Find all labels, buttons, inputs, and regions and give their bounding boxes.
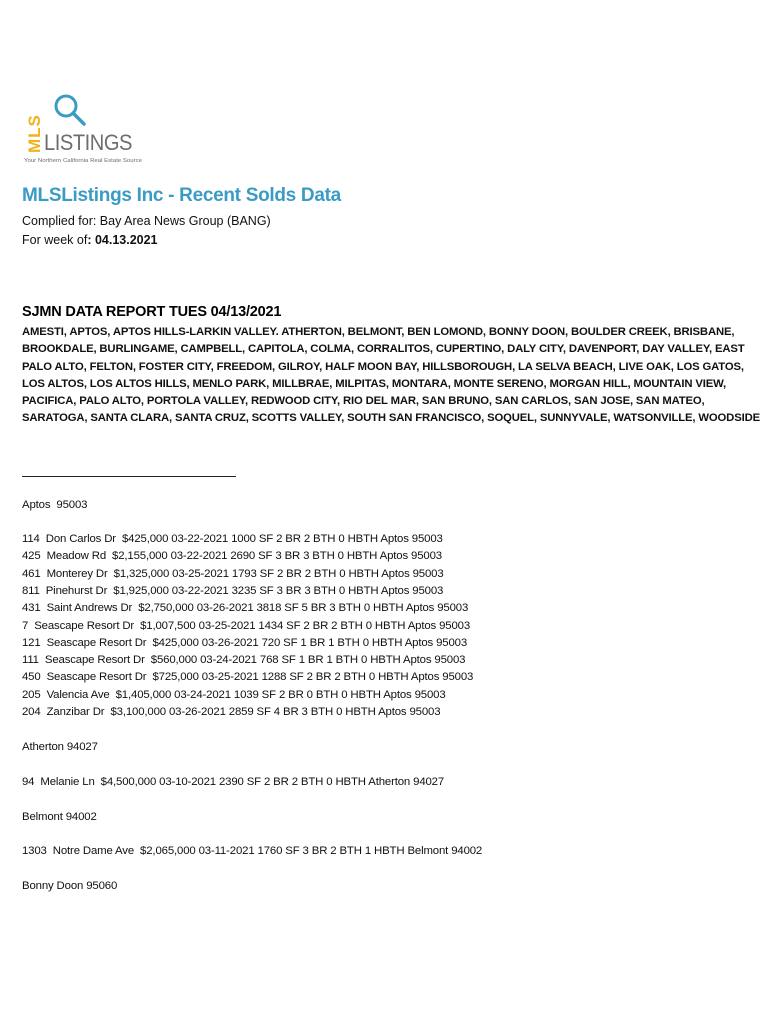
city-heading: Aptos 95003 (22, 499, 88, 511)
listing-row: 811 Pinehurst Dr $1,925,000 03-22-2021 3235 SF 3 BR 3 BTH 0 HBTH Aptos 95003 (22, 584, 444, 597)
week-of-value: : 04.13.2021 (87, 233, 158, 247)
magnifier-handle (73, 113, 84, 124)
data-report-title: SJMN DATA REPORT TUES 04/13/2021 (22, 304, 282, 320)
section-divider (22, 476, 236, 477)
cities-list: AMESTI, APTOS, APTOS HILLS-LARKIN VALLEY. ATHERTON, BELMONT, BEN LOMOND, BONNY DOON, BOULDER CREEK, BRISBANE, BROOKDALE, BURLINGAME, CAMPBELL, CAPITOLA, COLMA, CORRALITOS, CUPERTINO, DALY CITY, DAVENPORT, DAY VALLEY, EAST PALO ALTO, FELTON, FOSTER CITY, FREEDOM, GILROY, HALF MOON BAY, HILLSBOROUGH, LA SELVA BEACH, LIVE OAK, LOS GATOS, LOS ALTOS, LOS ALTOS HILLS, MENLO PARK, MILLBRAE, MILPITAS, MONTARA, MONTE SERENO, MORGAN HILL, MOUNTAIN VIEW, PACIFICA, PALO ALTO, PORTOLA VALLEY, REDWOOD CITY, RIO DEL MAR, SAN BRUNO, SAN CARLOS, SAN JOSE, SAN MATEO, SARATOGA, SANTA CLARA, SANTA CRUZ, SCOTTS VALLEY, SOUTH SAN FRANCISCO, SOQUEL, SUNNYVALE, WATSONVILLE, WOODSIDE (22, 326, 760, 425)
report-title: MLSListings Inc - Recent Solds Data (22, 185, 341, 206)
listing-row: 111 Seascape Resort Dr $560,000 03-24-2021 768 SF 1 BR 1 BTH 0 HBTH Aptos 95003 (22, 654, 466, 667)
listing-row: 7 Seascape Resort Dr $1,007,500 03-25-2021 1434 SF 2 BR 2 BTH 0 HBTH Aptos 95003 (22, 619, 471, 632)
logo-tagline: Your Northern California Real Estate Source (24, 158, 143, 164)
city-heading: Atherton 94027 (22, 741, 98, 753)
listing-row: 114 Don Carlos Dr $425,000 03-22-2021 1000 SF 2 BR 2 BTH 0 HBTH Aptos 95003 (22, 533, 443, 545)
listing-row: 425 Meadow Rd $2,155,000 03-22-2021 2690 SF 3 BR 3 BTH 0 HBTH Aptos 95003 (22, 550, 442, 563)
compiled-for-line: Complied for: Bay Area News Group (BANG) (22, 214, 271, 228)
listing-row: 94 Melanie Ln $4,500,000 03-10-2021 2390 SF 2 BR 2 BTH 0 HBTH Atherton 94027 (22, 776, 445, 788)
mlslistings-logo-graphic (24, 93, 144, 165)
listing-row: 1303 Notre Dame Ave $2,065,000 03-11-2021 1760 SF 3 BR 2 BTH 1 HBTH Belmont 94002 (22, 845, 483, 857)
listing-row: 205 Valencia Ave $1,405,000 03-24-2021 1039 SF 2 BR 0 BTH 0 HBTH Aptos 95003 (22, 688, 446, 701)
city-heading: Bonny Doon 95060 (22, 880, 118, 892)
listing-row: 204 Zanzibar Dr $3,100,000 03-26-2021 2859 SF 4 BR 3 BTH 0 HBTH Aptos 95003 (22, 706, 441, 718)
logo-mls-text: MLS (25, 114, 44, 153)
listing-row: 461 Monterey Dr $1,325,000 03-25-2021 1793 SF 2 BR 2 BTH 0 HBTH Aptos 95003 (22, 567, 444, 580)
logo-listings-text: LISTINGS (44, 130, 132, 155)
listing-row: 431 Saint Andrews Dr $2,750,000 03-26-2021 3818 SF 5 BR 3 BTH 0 HBTH Aptos 95003 (22, 602, 469, 615)
city-heading: Belmont 94002 (22, 811, 97, 823)
listing-row: 121 Seascape Resort Dr $425,000 03-26-2021 720 SF 1 BR 1 BTH 0 HBTH Aptos 95003 (22, 636, 468, 649)
week-of-label: For week of (22, 233, 88, 247)
mlslistings-logo (24, 93, 144, 165)
listing-row: 450 Seascape Resort Dr $725,000 03-25-2021 1288 SF 2 BR 2 BTH 0 HBTH Aptos 95003 (22, 671, 474, 684)
week-of-line (22, 233, 158, 247)
